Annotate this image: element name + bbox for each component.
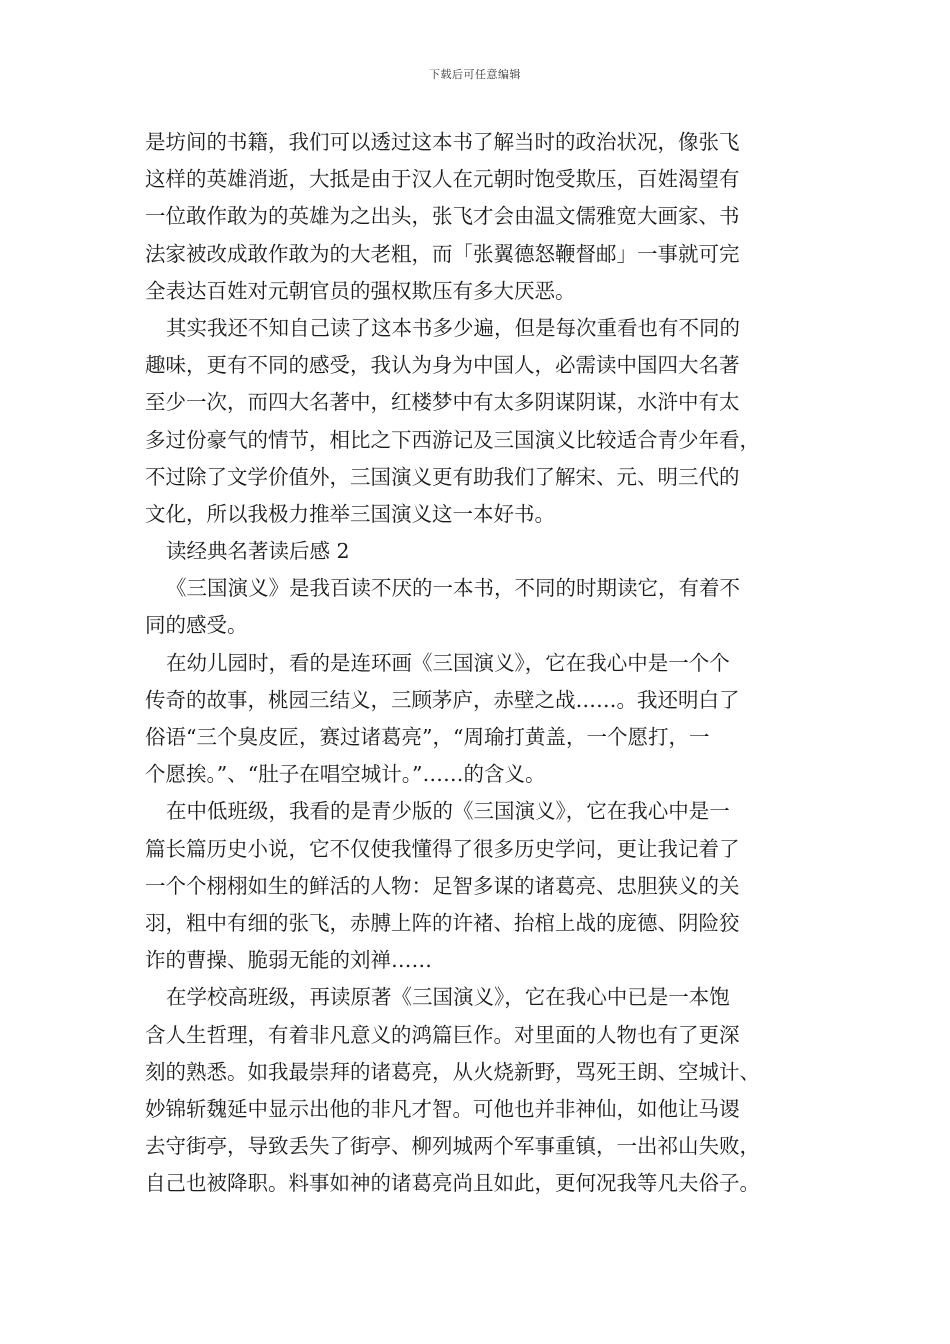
text-line: 去守街亭，导致丢失了街亭、柳列城两个军事重镇，一出祁山失败， — [145, 1134, 760, 1159]
text-line: 篇长篇历史小说，它不仅使我懂得了很多历史学问，更让我记着了 — [145, 836, 740, 861]
text-line: 同的感受。 — [145, 613, 248, 638]
text-line: 是坊间的书籍，我们可以透过这本书了解当时的政治状况，像张飞 — [145, 130, 740, 154]
text-line: 一位敢作敢为的英雄为之出头，张飞才会由温文儒雅宽大画家、书 — [145, 204, 740, 229]
text-line: 不过除了文学价值外，三国演义更有助我们了解宋、元、明三代的 — [145, 464, 740, 489]
paragraph-first-line: 在幼儿园时，看的是连环画《三国演义》，它在我心中是一个个 — [166, 650, 730, 675]
paragraph-first-line: 读经典名著读后感 2 — [166, 539, 350, 564]
text-line: 传奇的故事，桃园三结义，三顾茅庐，赤壁之战……。我还明白了 — [145, 687, 740, 712]
text-line: 羽，粗中有细的张飞，赤膊上阵的许褚、抬棺上战的庞德、阴险狡 — [145, 910, 740, 935]
text-line: 个愿挨。”、“肚子在唱空城计。”……的含义。 — [145, 762, 546, 787]
text-line: 全表达百姓对元朝官员的强权欺压有多大厌恶。 — [145, 278, 576, 303]
text-line: 趣味，更有不同的感受，我认为身为中国人，必需读中国四大名著 — [145, 353, 740, 378]
paragraph-first-line: 在学校高班级，再读原著《三国演义》，它在我心中已是一本饱 — [166, 985, 730, 1010]
text-line: 诈的曹操、脆弱无能的刘禅…… — [145, 948, 432, 973]
text-line: 这样的英雄消逝，大抵是由于汉人在元朝时饱受欺压，百姓渴望有 — [145, 167, 740, 192]
paragraph-first-line: 《三国演义》是我百读不厌的一本书，不同的时期读它，有着不 — [166, 576, 740, 601]
text-line: 一个个栩栩如生的鲜活的人物：足智多谋的诸葛亮、忠胆狭义的关 — [145, 873, 740, 898]
page-header: 下载后可任意编辑 — [429, 68, 521, 81]
paragraph-first-line: 在中低班级，我看的是青少版的《三国演义》，它在我心中是一 — [166, 799, 730, 824]
text-line: 自己也被降职。料事如神的诸葛亮尚且如此，更何况我等凡夫俗子。 — [145, 1171, 760, 1196]
document-body — [145, 124, 825, 1202]
text-line: 文化，所以我极力推举三国演义这一本好书。 — [145, 501, 555, 526]
paragraph-first-line: 其实我还不知自己读了这本书多少遍，但是每次重看也有不同的 — [166, 315, 740, 340]
text-line: 含人生哲理，有着非凡意义的鸿篇巨作。对里面的人物也有了更深 — [145, 1022, 740, 1047]
text-line: 至少一次，而四大名著中，红楼梦中有太多阴谋阴谋，水浒中有太 — [145, 390, 740, 415]
text-line: 法家被改成敢作敢为的大老粗，而「张翼德怒鞭督邮」一事就可完 — [145, 241, 740, 266]
text-line: 多过份豪气的情节，相比之下西游记及三国演义比较适合青少年看， — [145, 427, 760, 452]
text-line: 刻的熟悉。如我最崇拜的诸葛亮，从火烧新野，骂死王朗、空城计、 — [145, 1059, 760, 1084]
text-line: 俗语“三个臭皮匠，赛过诸葛亮”，“周瑜打黄盖，一个愿打，一 — [145, 725, 710, 749]
text-line: 妙锦斩魏延中显示出他的非凡才智。可他也并非神仙，如他让马谡 — [145, 1096, 740, 1121]
